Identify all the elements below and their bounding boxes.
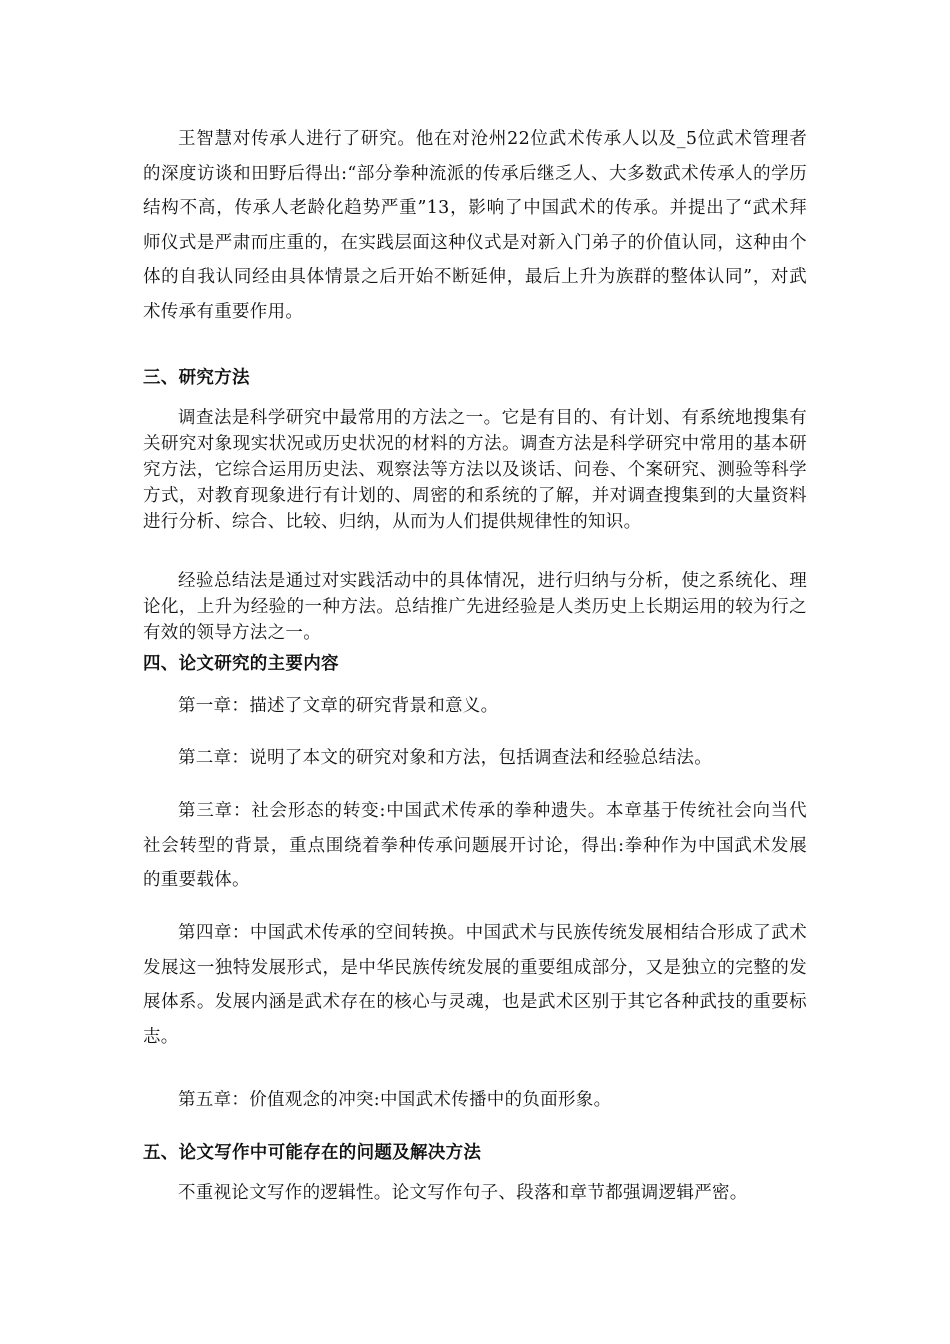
section-heading-methods: 三、研究方法 — [143, 368, 250, 388]
problem-paragraph: 不重视论文写作的逻辑性。论文写作句子、段落和章节都强调逻辑严密。 — [178, 1183, 748, 1203]
survey-method-paragraph: 调查法是科学研究中最常用的方法之一。它是有目的、有计划、有系统地搜集有关研究对象现实状况或历史状况的材料的方法。调查方法是科学研究中常用的基本研究方法，它综合运用历史法、观察法等方法以及谈话、问卷、个案研究、测验等科学方式，对教育现象进行有计划的、周密的和系统的了解，并对调查搜集到的大量资料进行分析、综合、比较、归纳，从而为人们提供规律性的知识。 — [143, 408, 807, 532]
chapter-1-paragraph: 第一章：描述了文章的研究背景和意义。 — [178, 696, 499, 716]
experience-method-paragraph: 经验总结法是通过对实践活动中的具体情况，进行归纳与分析，使之系统化、理论化，上升为经验的一种方法。总结推广先进经验是人类历史上长期运用的较为行之有效的领导方法之一。 — [143, 571, 807, 643]
chapter-5-paragraph: 第五章：价值观念的冲突:中国武术传播中的负面形象。 — [178, 1090, 612, 1110]
literature-paragraph-wang: 王智慧对传承人进行了研究。他在对沧州22位武术传承人以及_5位武术管理者的深度访谈和田野后得出:“部分拳种流派的传承后继乏人、大多数武术传承人的学历结构不高，传承人老龄化趋势严重”13，影响了中国武术的传承。并提出了“武术拜师仪式是严肃而庄重的，在实践层面这种仪式是对新入门弟子的价值认同，这种由个体的自我认同经由具体情景之后开始不断延伸，最后上升为族群的整体认同”，对武术传承有重要作用。 — [143, 129, 807, 322]
chapter-3-paragraph: 第三章：社会形态的转变:中国武术传承的拳种遗失。本章基于传统社会向当代社会转型的背景，重点围绕着拳种传承问题展开讨论，得出:拳种作为中国武术发展的重要载体。 — [143, 801, 807, 891]
section-heading-content: 四、论文研究的主要内容 — [143, 654, 339, 674]
chapter-2-paragraph: 第二章：说明了本文的研究对象和方法，包括调查法和经验总结法。 — [178, 748, 712, 768]
chapter-4-paragraph: 第四章：中国武术传承的空间转换。中国武术与民族传统发展相结合形成了武术发展这一独特发展形式，是中华民族传统发展的重要组成部分，又是独立的完整的发展体系。发展内涵是武术存在的核心与灵魂，也是武术区别于其它各种武技的重要标志。 — [143, 923, 807, 1047]
section-heading-problems: 五、论文写作中可能存在的问题及解决方法 — [143, 1143, 482, 1163]
